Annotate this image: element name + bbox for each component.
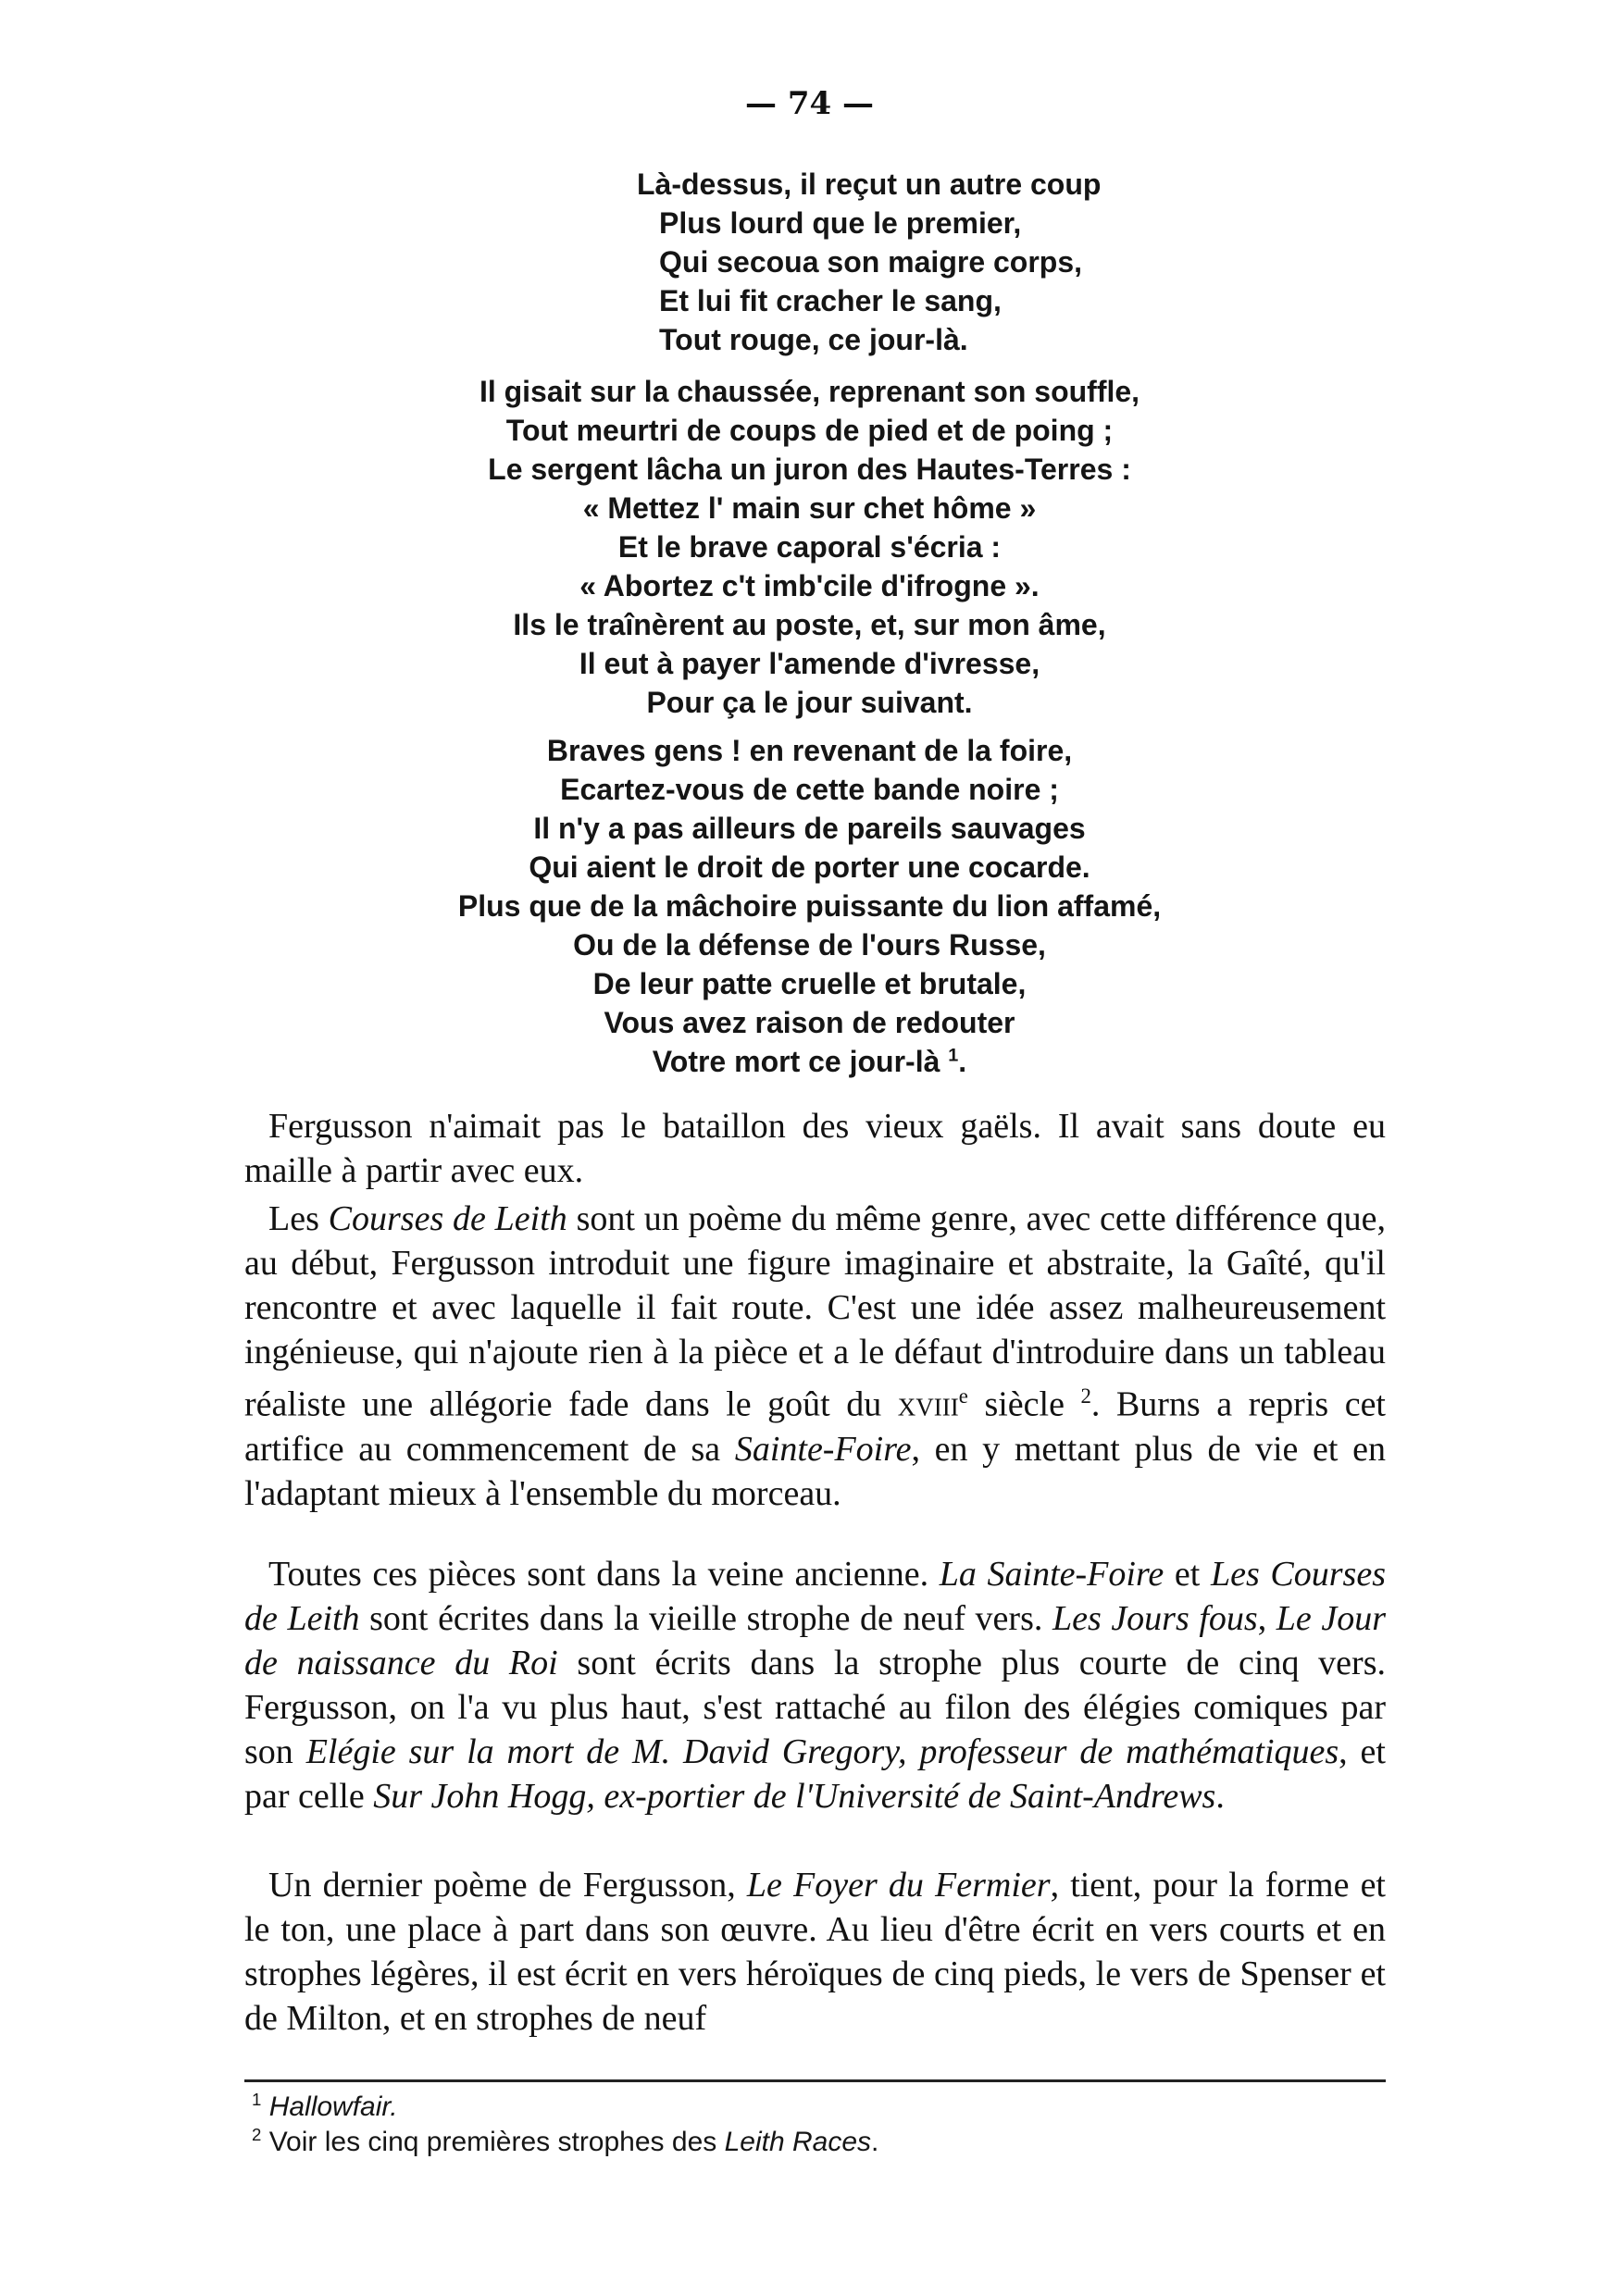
paragraph-text: Toutes ces pièces sont dans la veine ancienne. [268,1555,940,1594]
paragraph-4 [244,1863,1386,2041]
paragraph-text: et [1164,1555,1211,1594]
verse-stanza-1 [0,165,1619,359]
paragraph-text: . [1215,1777,1225,1816]
footnote-reference-2[interactable]: 2 [1080,1384,1091,1408]
footnote-text: Voir les cinq premières strophes des [268,2127,725,2157]
verse-line: Ecartez-vous de cette bande noire ; [560,773,1059,806]
verse-line: Le sergent lâcha un juron des Hautes-Terres : [488,453,1131,486]
work-title: Courses de Leith [328,1199,567,1238]
paragraph-text: sont écrits dans la strophe plus courte de cinq vers. Fergusson, on l'a vu plus haut, s'est rattaché au filon des élégies comiques par son [244,1644,1386,1771]
verse-line: Plus que de la mâchoire puissante du lion affamé, [457,889,1162,923]
verse-line: Et le brave caporal s'écria : [617,530,1002,564]
paragraph-text: sont un poème du même genre, avec cette différence que, au début, Fergusson introduit une figure imaginaire et abstraite, la Gaîté, qu'il rencontre et avec laquelle il fait route. C'est une idée assez malheureusement ingénieuse, qui n'ajoute rien à la pièce et a le défaut d'introduire dans un tableau réaliste une allégorie fade dans le goût du [244,1199,1386,1424]
verse-line: Tout meurtri de coups de pied et de poing ; [505,414,1114,447]
paragraph-text: Fergusson n'aimait pas le bataillon des vieux gaëls. Il avait sans doute eu maille à partir avec eux. [244,1107,1386,1190]
work-title: Sur John Hogg, ex-portier de l'Université de Saint-Andrews [373,1777,1216,1816]
footnote-divider [244,2079,1386,2082]
footnote-mark: 2 [252,2125,262,2144]
verse-line: Pour ça le jour suivant. [646,686,973,719]
verse-line: Et lui fit cracher le sang, [659,284,1002,317]
paragraph-text: Un dernier poème de Fergusson, [268,1866,747,1905]
verse-line: De leur patte cruelle et brutale, [592,967,1027,1000]
page-number: — 74 — [745,85,874,122]
verse-line: Ou de la défense de l'ours Russe, [573,928,1046,962]
verse-stanza-2 [0,372,1619,722]
footnote-1 [252,2090,1386,2125]
footnote-reference-1[interactable]: 1 [948,1045,959,1066]
work-title: Le Foyer du Fermier [746,1866,1051,1905]
verse-line: Plus lourd que le premier, [659,206,1022,240]
century-superscript: e [958,1384,968,1408]
work-title: Les Courses de Leith [244,1555,1386,1638]
paragraph-text: , [1257,1599,1277,1638]
century-numeral: xviii [897,1384,959,1424]
verse-line-last: Votre mort ce jour-là $^1$. [652,1045,967,1078]
paragraph-3 [244,1552,1386,1818]
paragraph-2 [244,1197,1386,1516]
paragraph-text: , en y mettant plus de vie et en l'adaptant mieux à l'ensemble du morceau. [244,1429,1386,1513]
verse-line: « Mettez l' main sur chet hôme » [582,491,1037,525]
footnote-mark: 1 [252,2090,262,2109]
work-title: La Sainte-Foire [939,1555,1164,1594]
work-title: Les Jours fous [1052,1599,1258,1638]
verse-line: Qui aient le droit de porter une cocarde. [529,850,1090,884]
verse-line: Vous avez raison de redouter [604,1006,1015,1039]
verse-line: Il gisait sur la chaussée, reprenant son souffle, [479,375,1140,408]
paragraph-text: , tient, pour la forme et le ton, une place à part dans son œuvre. Au lieu d'être écrit en vers courts et en strophes légères, il est écrit en vers héroïques de cinq pieds, le vers de Spenser et de Milton, et en strophes de neuf [244,1866,1386,2038]
work-title: Sainte-Foire [734,1429,912,1469]
footnote-text: . [871,2127,879,2157]
work-title: Le Jour de naissance du Roi [244,1599,1386,1682]
footnote-2 [252,2125,1386,2160]
work-title: Elégie sur la mort de M. David Gregory, professeur de mathématiques [305,1732,1339,1771]
paragraph-1 [244,1104,1386,1193]
verse-line: Tout rouge, ce jour-là. [659,323,968,356]
paragraph-text: Les [268,1199,329,1238]
paragraph-text: . Burns a repris cet artifice au commencement de sa [244,1384,1386,1469]
verse-line: Il n'y a pas ailleurs de pareils sauvages [533,812,1086,845]
paragraph-text: siècle [967,1384,1081,1424]
verse-line: Il eut à payer l'amende d'ivresse, [579,647,1040,680]
verse-line: Là-dessus, il reçut un autre coup [637,168,1102,201]
verse-line: « Abortez c't imb'cile d'ifrogne ». [579,569,1040,602]
verse-line: Braves gens ! en revenant de la foire, [546,734,1073,767]
footnote-text: Hallowfair. [268,2091,398,2122]
verse-stanza-3 [0,731,1619,1081]
paragraph-text: , et par celle [244,1732,1386,1816]
paragraph-text: sont écrites dans la vieille strophe de neuf vers. [359,1599,1052,1638]
verse-line-text: Votre mort ce jour-là [652,1045,940,1078]
verse-line: Ils le traînèrent au poste, et, sur mon âme, [513,608,1106,641]
verse-line: Qui secoua son maigre corps, [659,245,1083,279]
work-title: Leith Races [724,2127,872,2157]
